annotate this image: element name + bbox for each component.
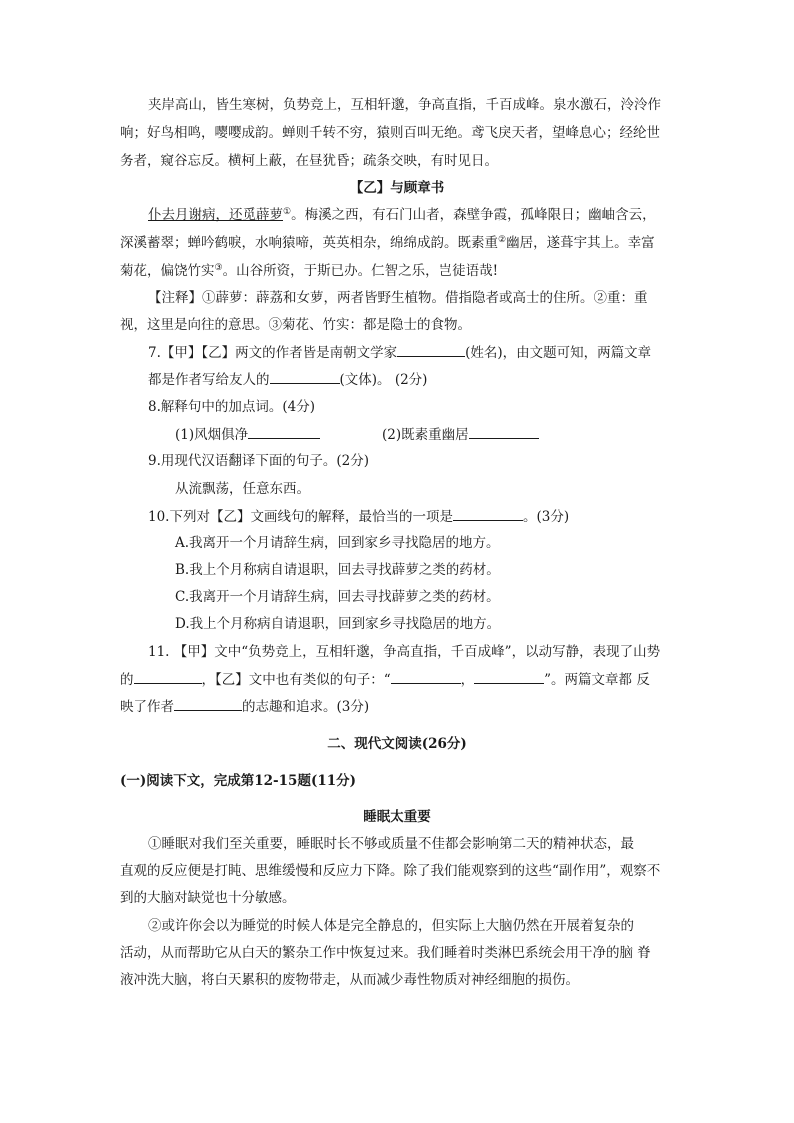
jia-line-3: 务者，窥谷忘反。横柯上蔽，在昼犹昏；疏条交映，有时见日。 — [120, 153, 498, 169]
notes-line-1: 【注释】①薜萝：薜荔和女萝，两者皆野生植物。借指隐者或高士的住所。②重：重 — [148, 290, 648, 306]
section-2-title: 二、现代文阅读(26分) — [327, 736, 467, 752]
q8-item-2-text: (2)既素重幽居 — [382, 427, 469, 443]
yi-line-2 — [120, 234, 655, 252]
yi-line-2-text: 深溪蓄翠；蝉吟鹤唳，水响猿啼，英英相杂，绵绵成韵。既素重 — [120, 235, 498, 251]
question-11-line-1: 11. 【甲】文中“负势竞上，互相轩邈，争高直指，千百成峰”，以动写静，表现了山势 — [148, 644, 661, 660]
question-8-item-1 — [175, 425, 320, 444]
q8-item-1-text: (1)风烟俱净 — [175, 427, 249, 443]
question-8-head: 8.解释句中的加点词。(4分) — [148, 399, 316, 415]
q11-text-c: ，【乙】文中也有类似的句子：“ — [201, 672, 391, 688]
q7-text-c: 都是作者写给友人的 — [148, 372, 270, 388]
option-d[interactable]: D.我上个月称病自请退职，回到家乡寻找隐居的地方。 — [175, 616, 501, 632]
option-a[interactable]: A.我离开一个月请辞生病，回到家乡寻找隐居的地方。 — [175, 535, 500, 551]
q11-text-f: 映了作者 — [120, 699, 174, 715]
answer-blank[interactable] — [248, 425, 320, 439]
q11-text-g: 的志趣和追求。(3分) — [242, 699, 370, 715]
yi-line-2-rest: 幽居，遂葺宇其上。幸富 — [506, 235, 655, 251]
q10-text-a: 10.下列对【乙】文画线句的解释，最恰当的一项是 — [148, 509, 453, 525]
option-b[interactable]: B.我上个月称病自请退职，回去寻找薜萝之类的药材。 — [175, 562, 500, 578]
yi-line-1 — [148, 206, 656, 224]
yi-line-3-rest: 。山谷所资，于斯已办。仁智之乐，岂徒语哉! — [222, 263, 499, 279]
q7-text-a: 7.【甲】【乙】两文的作者皆是南朝文学家 — [148, 345, 398, 361]
jia-line-2: 响；好鸟相鸣，嘤嘤成韵。蝉则千转不穷，猿则百叫无绝。鸢飞戾天者，望峰息心；经纶世 — [120, 125, 660, 141]
article-p1-line-3: 到的大脑对缺觉也十分敏感。 — [120, 890, 296, 906]
question-7-line-2 — [148, 370, 427, 389]
q11-text-e: ”。两篇文章都 反 — [544, 672, 650, 688]
q7-text-d: (文体)。 (2分) — [339, 372, 428, 388]
answer-blank[interactable] — [391, 670, 461, 684]
option-c[interactable]: C.我离开一个月请辞生病，回去寻找薜萝之类的药材。 — [175, 589, 500, 605]
answer-blank[interactable] — [469, 425, 539, 439]
q10-text-b: 。(3分) — [522, 509, 570, 525]
yi-line-1-rest: 。梅溪之西，有石门山者，森壁争霞，孤峰限日；幽岫含云， — [291, 207, 656, 223]
yi-line-3-text: 菊花，偏饶竹实 — [120, 263, 215, 279]
answer-blank[interactable] — [270, 370, 340, 384]
yi-title: 【乙】与顾章书 — [349, 180, 445, 196]
question-11-line-3 — [120, 697, 369, 716]
question-8-item-2 — [382, 425, 539, 444]
article-p1-line-2: 直观的反应便是打盹、思维缓慢和反应力下降。除了我们能观察到的这些“副作用”，观察不 — [120, 863, 661, 879]
q7-text-b: (姓名)，由文题可知，两篇文章 — [465, 345, 652, 361]
question-11-line-2 — [120, 670, 650, 689]
answer-blank[interactable] — [474, 670, 544, 684]
note-marker-2: ② — [498, 235, 507, 245]
answer-blank[interactable] — [397, 343, 465, 357]
answer-blank[interactable] — [134, 670, 202, 684]
yi-line-3 — [120, 262, 498, 280]
underlined-sentence: 仆去月谢病，还觅薜萝 — [148, 207, 283, 223]
q11-text-d: ， — [460, 672, 475, 688]
note-marker-3: ③ — [214, 263, 223, 273]
answer-blank[interactable] — [453, 507, 523, 521]
note-marker-1: ① — [283, 207, 292, 217]
jia-line-1: 夹岸高山，皆生寒树，负势竞上，互相轩邈，争高直指，千百成峰。泉水激石，泠泠作 — [148, 97, 661, 113]
article-p2-line-2: 活动，从而帮助它从白天的繁杂工作中恢复过来。我们睡着时类淋巴系统会用干净的脑 脊 — [120, 945, 651, 961]
article-p1-line-1: ①睡眠对我们至关重要，睡眠时长不够或质量不佳都会影响第二天的精神状态，最 — [148, 836, 634, 852]
q11-text-b: 的 — [120, 672, 134, 688]
answer-blank[interactable] — [174, 697, 242, 711]
question-10-head — [148, 507, 569, 526]
article-p2-line-3: 液冲洗大脑，将白天累积的废物带走，从而减少毒性物质对神经细胞的损伤。 — [120, 972, 579, 988]
notes-line-2: 视，这里是向往的意思。③菊花、竹实：都是隐士的食物。 — [120, 317, 471, 333]
question-9-head: 9.用现代汉语翻译下面的句子。(2分) — [148, 453, 370, 469]
question-7-line-1 — [148, 343, 651, 362]
question-9-sentence: 从流飘荡，任意东西。 — [175, 481, 310, 497]
article-title: 睡眠太重要 — [363, 809, 431, 825]
article-p2-line-1: ②或许你会以为睡觉的时候人体是完全静息的，但实际上大脑仍然在开展着复杂的 — [148, 918, 634, 934]
section-2-subtitle: (一)阅读下文，完成第12-15题(11分) — [120, 773, 357, 789]
